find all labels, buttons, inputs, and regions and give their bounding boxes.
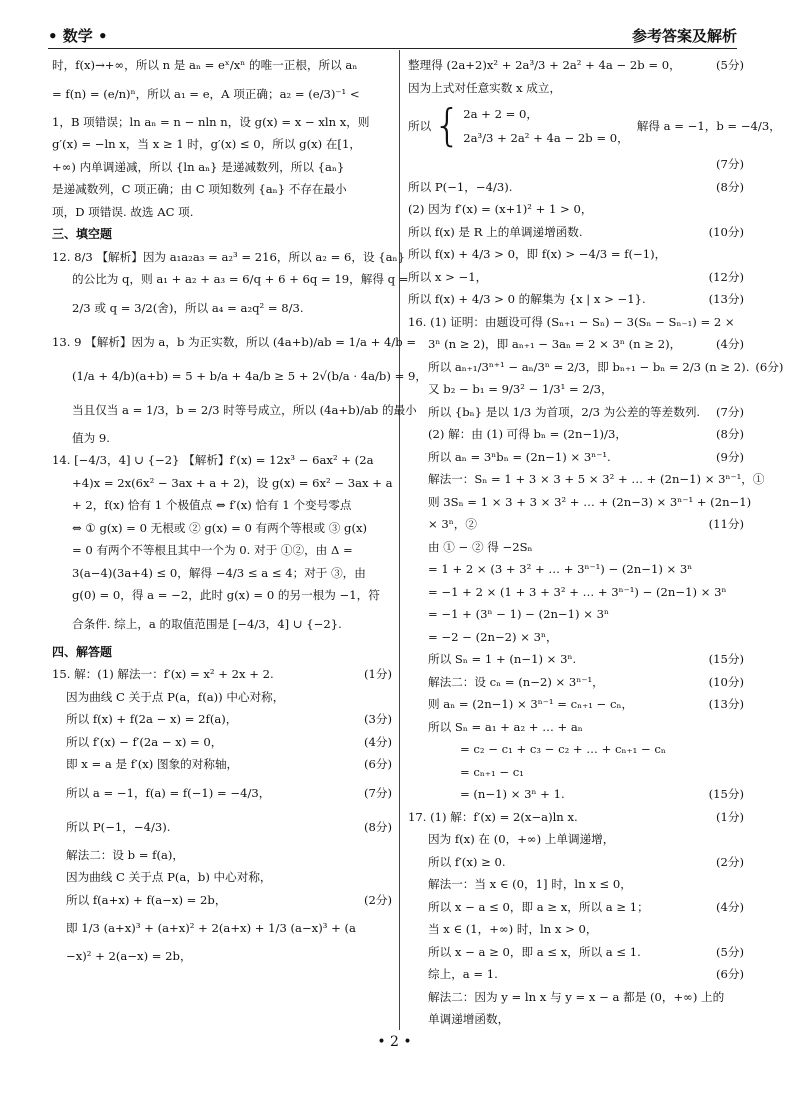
text-line: 14. [−4/3，4] ∪ {−2} 【解析】f′(x) = 12x³ − 6ax² + (2a [52,453,374,467]
text-line: 因为 f(x) 在 (0，+∞) 上单调递增， [428,832,615,846]
text-line: = c₂ − c₁ + c₃ − c₂ + … + cₙ₊₁ − cₙ [460,742,666,756]
brace-prefix: 所以 [408,118,432,133]
text-line: = (n−1) × 3ⁿ + 1. (15分) [460,787,744,801]
text-line: 所以 x − a ≥ 0，即 a ≤ x，所以 a ≤ 1. (5分) [428,944,744,959]
text-line: + 2，f(x) 恰有 1 个极值点 ⇔ f′(x) 恰有 1 个变号零点 [72,498,352,512]
text-line: 所以 x − a ≤ 0，即 a ≥ x，所以 a ≥ 1； (4分) [428,899,744,914]
text-line: g′(x) = −ln x，当 x ≥ 1 时，g′(x) ≤ 0，所以 g(x) 在[1， [52,137,361,151]
text-line: 3ⁿ (n ≥ 2)，即 aₙ₊₁ − 3aₙ = 2 × 3ⁿ (n ≥ 2)， (4分) [428,337,744,351]
text-line: (2) 因为 f′(x) = (x+1)² + 1 > 0， [408,202,593,216]
text-line: 因为上式对任意实数 x 成立， [408,80,562,95]
score-mark: (4分) [363,734,392,749]
text-line: +4)x = 2x(6x² − 3ax + a + 2)，设 g(x) = 6x² − 3ax + a [72,475,393,490]
score-mark: (8分) [363,819,392,834]
text-line: = −1 + 2 × (1 + 3 + 3² + … + 3ⁿ⁻¹) − (2n−1) × 3ⁿ [428,584,727,599]
text-line: 所以 f′(x) − f′(2a − x) = 0， (4分) [52,731,392,754]
text-line: 单调递增函数， [428,1012,510,1026]
text-line: 因为曲线 C 关于点 P(a，f(a)) 中心对称， [66,689,285,704]
text-line: 项，D 项错误. 故选 AC 项. [52,204,194,219]
text-line: = f(n) = (e/n)ⁿ，所以 a₁ = e，A 项正确；a₂ = (e/3)⁻¹ < [52,86,360,101]
text-line: 所以 Sₙ = 1 + (n−1) × 3ⁿ. (15分) [428,652,744,666]
text-line: 所以 {bₙ} 是以 1/3 为首项，2/3 为公差的等差数列. (7分) [428,404,744,419]
text-line: −x)² + 2(a−x) = 2b， [66,949,192,963]
score-mark: (1分) [363,667,392,681]
text-line: 即 1/3 (a+x)³ + (a+x)² + 2(a+x) + 1/3 (a−x)³ + (a [66,921,356,935]
text-line: 所以 a = −1，f(a) = f(−1) = −4/3， (7分) [52,776,392,810]
page-number: • 2 • [377,1034,412,1050]
text-line: 16. (1) 证明：由题设可得 (Sₙ₊₁ − Sₙ) − 3(Sₙ − Sₙ₋₁) = 2 × [408,314,735,329]
equation-system [408,99,781,153]
text-line: 所以 f(x) 是 R 上的单调递增函数. (10分) [408,224,744,239]
text-line: 13. 9 【解析】因为 a，b 为正实数，所以 (4a+b)/ab = 1/a + 4/b = [52,334,417,349]
text-line: 所以 f′(x) ≥ 0. (2分) [428,854,744,869]
text-line: = −2 − (2n−2) × 3ⁿ， [428,629,558,644]
text-line: = cₙ₊₁ − c₁ [460,764,524,779]
text-line: 所以 x > −1， (12分) [408,269,744,284]
text-line: 当 x ∈ (1，+∞) 时，ln x > 0， [428,922,598,936]
text-line: 12. 8/3 【解析】因为 a₁a₂a₃ = a₂³ = 216，所以 a₂ = 6，设 {aₙ} [52,249,405,264]
column-divider [399,50,400,1030]
left-brace-icon: { [433,100,462,151]
score-mark: (3分) [363,712,392,726]
text-line: 所以 P(−1，−4/3). (8分) [408,179,744,194]
score-mark: (2分) [363,892,392,907]
text-line: g(0) = 0，得 a = −2，此时 g(x) = 0 的另一根为 −1，符 [72,588,380,602]
text-line: 所以 Sₙ = a₁ + a₂ + … + aₙ [428,719,583,734]
text-line: (1/a + 4/b)(a+b) = 5 + b/a + 4a/b ≥ 5 + 2√(b/a · 4a/b) = 9， [72,368,427,383]
text-line: 所以 P(−1，−4/3). (8分) [52,810,392,844]
text-line: 所以 f(x) + 4/3 > 0 的解集为 {x | x > −1}. (13分) [408,292,744,306]
text-line: 所以 f(x) + 4/3 > 0，即 f(x) > −4/3 = f(−1)， [408,247,667,261]
text-line: 2/3 或 q = 3/2(舍)，所以 a₄ = a₂q² = 8/3. [72,300,304,315]
text-line: 3(a−4)(3a+4) ≤ 0，解得 −4/3 ≤ a ≤ 4；对于 ③，由 [72,565,366,580]
text-line: 的公比为 q，则 a₁ + a₂ + a₃ = 6/q + 6 + 6q = 19，解得 q = [72,272,409,286]
right-column [408,54,784,1037]
text-line: 合条件. 综上，a 的取值范围是 [−4/3，4] ∪ {−2}. [72,616,342,631]
score-mark: (6分) [363,757,392,771]
text-line: 则 3Sₙ = 1 × 3 + 3 × 3² + … + (2n−3) × 3ⁿ⁻¹ + (2n−1) [428,494,752,509]
left-column [52,54,427,1037]
text-line: 15. 解：(1) 解法一：f′(x) = x² + 2x + 2. (1分) [52,663,392,686]
header-title: 参考答案及解析 [631,27,737,45]
text-line: ⇔ ① g(x) = 0 无根或 ② g(x) = 0 有两个等根或 ③ g(x) [72,520,368,535]
text-line: 1，B 项错误；ln aₙ = n − nln n，设 g(x) = x − xln x，则 [52,114,370,129]
text-line: 则 aₙ = (2n−1) × 3ⁿ⁻¹ = cₙ₊₁ − cₙ， (13分) [428,697,744,711]
text-line: 所以 aₙ = 3ⁿbₙ = (2n−1) × 3ⁿ⁻¹. (9分) [428,449,744,464]
text-line: 整理得 (2a+2)x² + 2a³/3 + 2a² + 4a − 2b = 0， (5分) [408,58,744,72]
score-mark: (7分) [363,785,392,800]
text-line: = 0 有两个不等根且其中一个为 0. 对于 ①②，由 Δ = [72,543,353,557]
text-line: 所以 f(x) + f(2a − x) = 2f(a)， (3分) [52,708,392,731]
text-line: 解法二：因为 y = ln x 与 y = x − a 都是 (0，+∞) 上的 [428,989,725,1004]
text-line: 所以 aₙ₊₁/3ⁿ⁺¹ − aₙ/3ⁿ = 2/3，即 bₙ₊₁ − bₙ = 2/3 (n ≥ 2). (6分) [428,359,784,374]
header-subject: • 数学 • [48,27,108,45]
text-line: = −1 + (3ⁿ − 1) − (2n−1) × 3ⁿ [428,607,610,621]
text-line: (7分) [715,157,744,171]
text-line: 即 x = a 是 f′(x) 图象的对称轴， (6分) [52,753,392,776]
page-header [48,18,737,49]
text-line: 由 ① − ② 得 −2Sₙ [428,539,533,554]
system-eq-2: 2a³/3 + 2a² + 4a − 2b = 0， [463,131,629,145]
text-line: × 3ⁿ，② (11分) [428,517,744,531]
text-line: 解法二：设 b = f(a)， [66,847,185,862]
system-eq-1: 2a + 2 = 0， [463,107,539,121]
section-heading: 三、填空题 [52,227,113,241]
text-line: 综上，a = 1. (6分) [428,967,744,981]
text-line: 时，f(x)→+∞，所以 n 是 aₙ = eˣ/xⁿ 的唯一正根，所以 aₙ [52,58,358,72]
text-line: 17. (1) 解：f′(x) = 2(x−a)ln x. (1分) [408,809,744,824]
system-solution: 解得 a = −1，b = −4/3， [636,118,781,133]
text-line: (2) 解：由 (1) 可得 bₙ = (2n−1)/3， (8分) [428,427,744,441]
text-line: 当且仅当 a = 1/3，b = 2/3 时等号成立，所以 (4a+b)/ab 的最小 [72,402,417,417]
text-line: 是递减数列，C 项正确；由 C 项知数列 {aₙ} 不存在最小 [52,182,347,196]
text-line: 值为 9. [72,430,110,445]
text-line: +∞) 内单调递减，所以 {ln aₙ} 是递减数列，所以 {aₙ} [52,159,345,174]
text-line: 解法一：Sₙ = 1 + 3 × 3 + 5 × 3² + … + (2n−1) × 3ⁿ⁻¹，① [428,472,765,486]
text-line: 因为曲线 C 关于点 P(a，b) 中心对称， [66,870,272,884]
text-line: 解法一：当 x ∈ (0，1] 时，ln x ≤ 0， [428,877,632,891]
text-line: 又 b₂ − b₁ = 9/3² − 1/3¹ = 2/3， [428,382,613,396]
text-line: = 1 + 2 × (3 + 3² + … + 3ⁿ⁻¹) − (2n−1) × 3ⁿ [428,562,693,576]
text-line: 解法二：设 cₙ = (n−2) × 3ⁿ⁻¹， (10分) [428,674,744,689]
text-line: 所以 f(a+x) + f(a−x) = 2b， (2分) [52,889,392,912]
section-heading: 四、解答题 [52,644,113,659]
